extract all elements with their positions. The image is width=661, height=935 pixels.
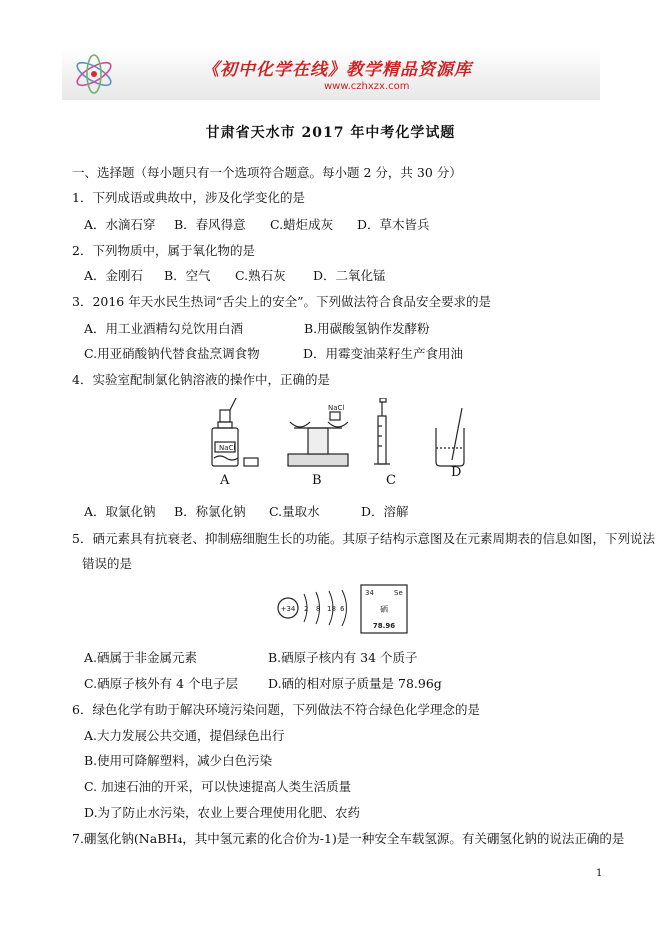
question-5-stem: 5．硒元素具有抗衰老、抑制癌细胞生长的功能。其原子结构示意图及在元素周期表的信息如图，下列说法: [72, 531, 655, 546]
atom-shell: 6: [340, 605, 345, 613]
question-4-option: B．称氯化钠: [174, 504, 246, 519]
question-4-option: C.量取水: [269, 504, 320, 519]
periodic-table-cell: [360, 584, 408, 634]
graduated-cylinder-icon: [374, 398, 390, 464]
question-3-option: D．用霉变油菜籽生产食用油: [303, 346, 464, 361]
question-2-stem: 2．下列物质中，属于氧化物的是: [72, 243, 255, 258]
question-5-stem-cont: 错误的是: [82, 556, 133, 571]
balance-label: NaCl: [328, 404, 345, 412]
header-banner: [62, 48, 600, 100]
section-heading: 一、选择题（每小题只有一个选项符合题意。每小题 2 分，共 30 分）: [72, 165, 462, 180]
exam-title: 甘肃省天水市 2017 年中考化学试题: [205, 125, 456, 141]
question-1-option: C.蜡炬成灰: [270, 217, 334, 232]
question-2-option: D．二氧化锰: [313, 268, 386, 283]
question-6-option: B.使用可降解塑料，减少白色污染: [84, 753, 273, 768]
element-symbol: Se: [394, 589, 403, 597]
lab-operations-figure: [200, 398, 490, 488]
reagent-bottle-icon: [212, 398, 258, 466]
figure-label-a: A: [220, 473, 230, 488]
atom-shell: 8: [316, 605, 321, 613]
figure-label-c: C: [386, 473, 396, 488]
atomic-number: 34: [365, 589, 374, 597]
beaker-icon: [436, 408, 464, 466]
question-5-option: B.硒原子核内有 34 个质子: [268, 650, 418, 665]
question-4-option: D．溶解: [361, 504, 409, 519]
atom-shell: 2: [304, 605, 309, 613]
selenium-atom-structure: [276, 588, 358, 628]
atom-nucleus: +34: [280, 605, 296, 613]
bottle-label: NaCl: [219, 444, 236, 452]
question-3-option: B.用碳酸氢钠作发酵粉: [304, 321, 430, 336]
figure-label-d: D: [451, 465, 462, 480]
question-3-stem: 3．2016 年天水民生热词“舌尖上的安全”。下列做法符合食品安全要求的是: [72, 294, 492, 309]
question-5-option: A.硒属于非金属元素: [84, 650, 198, 665]
question-2-option: B．空气: [164, 268, 211, 283]
question-5-option: D.硒的相对原子质量是 78.96g: [268, 676, 442, 691]
question-2-option: A．金刚石: [84, 268, 144, 283]
question-1-option: A．水滴石穿: [84, 217, 156, 232]
atom-shell: 18: [327, 605, 336, 613]
question-6-stem: 6．绿色化学有助于解决环境污染问题，下列做法不符合绿色化学理念的是: [72, 702, 480, 717]
question-4-stem: 4．实验室配制氯化钠溶液的操作中，正确的是: [72, 372, 330, 387]
question-6-option: D.为了防止水污染，农业上要合理使用化肥、农药: [84, 805, 361, 820]
question-1-option: B．春风得意: [174, 217, 246, 232]
element-name: 硒: [380, 605, 388, 614]
question-7-stem: 7.硼氢化钠(NaBH₄，其中氢元素的化合价为-1)是一种安全车载氢源。有关硼氢化钠的说法正确的是: [72, 831, 625, 846]
question-6-option: C. 加速石油的开采，可以快速提高人类生活质量: [84, 779, 352, 794]
banner-url: www.czhxzx.com: [324, 81, 410, 92]
atom-logo-icon: [72, 52, 116, 96]
atomic-mass: 78.96: [372, 622, 396, 630]
page-number: 1: [596, 868, 603, 879]
question-1-option: D．草木皆兵: [357, 217, 430, 232]
question-3-option: A．用工业酒精勾兑饮用白酒: [84, 321, 244, 336]
balance-icon: [288, 412, 348, 466]
question-6-option: A.大力发展公共交通，提倡绿色出行: [84, 728, 285, 743]
question-1-stem: 1．下列成语或典故中，涉及化学变化的是: [72, 190, 305, 205]
figure-label-b: B: [312, 473, 322, 488]
banner-title: 《初中化学在线》教学精品资源库: [202, 60, 472, 80]
question-3-option: C.用亚硝酸钠代替食盐烹调食物: [84, 346, 260, 361]
question-4-option: A．取氯化钠: [84, 504, 156, 519]
question-5-option: C.硒原子核外有 4 个电子层: [84, 676, 238, 691]
question-2-option: C.熟石灰: [235, 268, 286, 283]
